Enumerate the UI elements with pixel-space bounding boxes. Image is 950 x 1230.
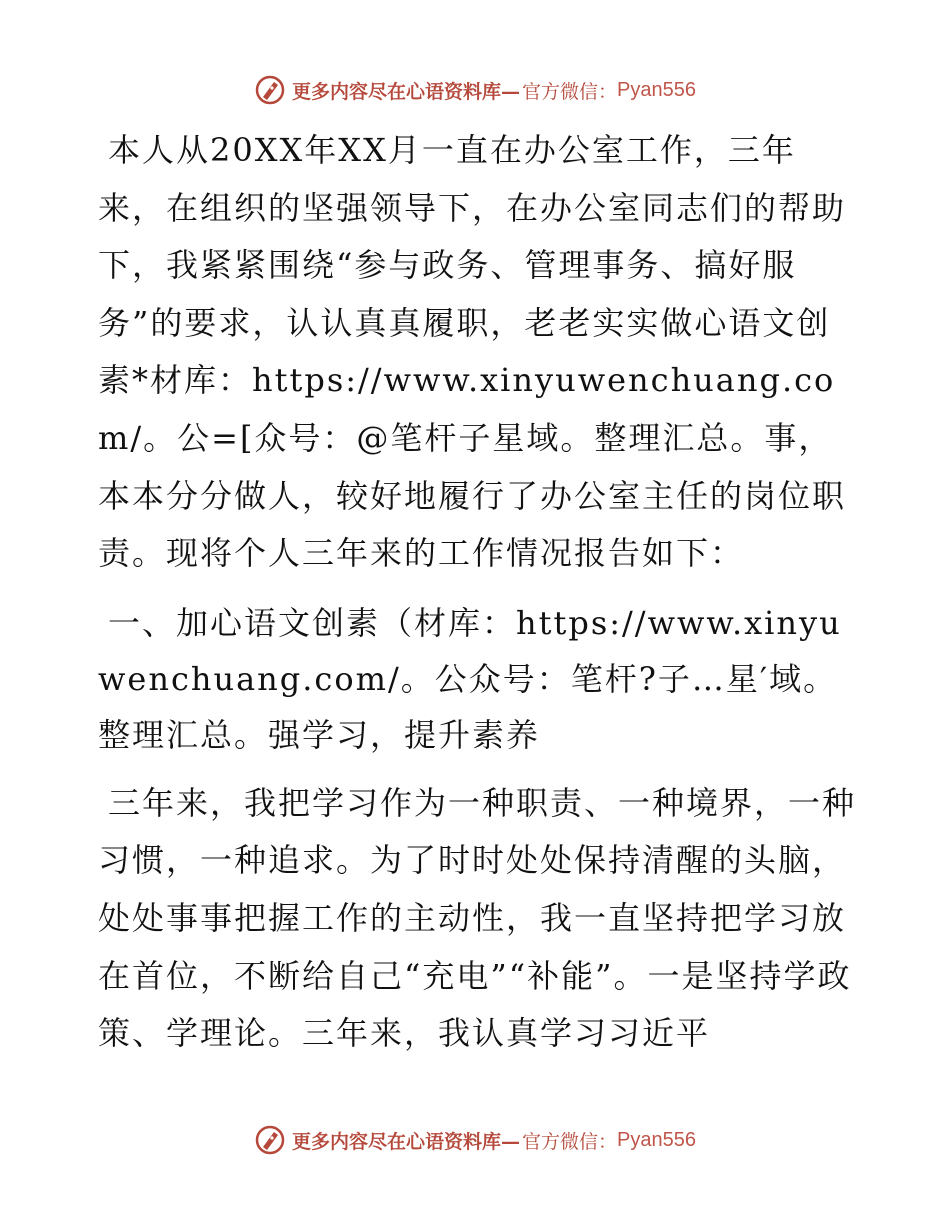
watermark-brand-text: 更多内容尽在心语资料库— <box>292 1130 521 1153</box>
watermark-brand-text: 更多内容尽在心语资料库— <box>292 80 521 103</box>
header-watermark <box>0 70 950 110</box>
watermark-wechat-label: 官方微信： <box>522 1130 618 1153</box>
study-paragraph: 三年来，我把学习作为一种职责、一种境界，一种习惯，一种追求。为了时时处处保持清醒的头脑，处处事事把握工作的主动性，我一直坚持把学习放在首位，不断给自己“充电”“补能”。一是坚持学政策、学理论。三年来，我认真学习习近平 <box>98 783 857 1053</box>
pen-nib-logo-icon <box>254 74 286 106</box>
watermark-wechat-label: 官方微信： <box>522 80 618 103</box>
watermark-wechat-id: Pyan556 <box>617 78 696 101</box>
intro-paragraph: 本人从20XX年XX月一直在办公室工作，三年来，在组织的坚强领导下，在办公室同志们的帮助下，我紧紧围绕“参与政务、管理事务、搞好服务”的要求，认认真真履职，老老实实做心语文创素*材库：https://www.xinyuwenchuang.com/。公=[众号：@笔杆子星域。整理汇总。事，本本分分做人，较好地履行了办公室主任的岗位职责。现将个人三年来的工作情况报告如下： <box>98 131 847 573</box>
watermark-wechat-id: Pyan556 <box>617 1128 696 1151</box>
document-body <box>98 122 858 1063</box>
pen-nib-logo-icon <box>254 1124 286 1156</box>
footer-watermark <box>0 1120 950 1160</box>
section-heading: 一、加心语文创素（材库：https://www.xinyuwenchuang.com/。公众号：笔杆?子…星′域。整理汇总。强学习，提升素养 <box>98 603 842 754</box>
